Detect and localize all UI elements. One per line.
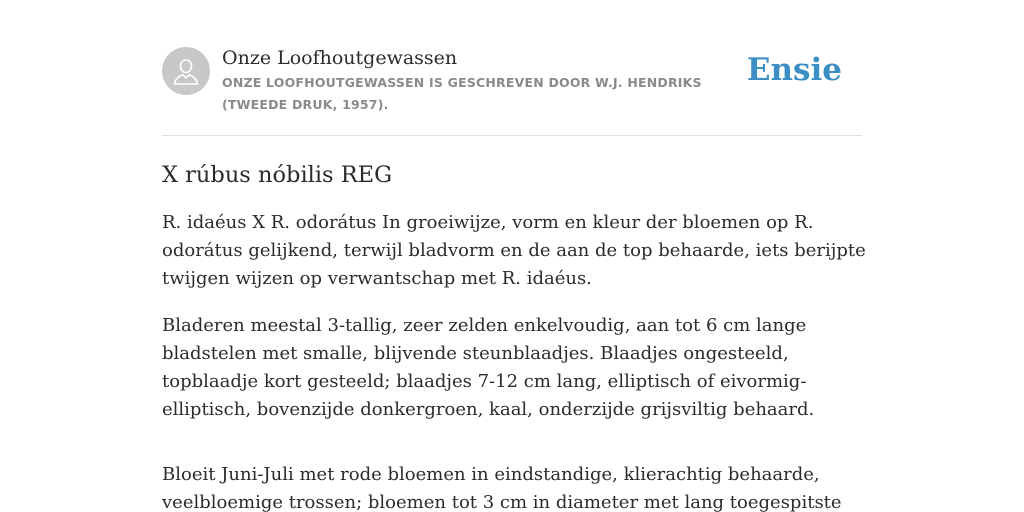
header [162,44,862,136]
article-paragraph: R. idaéus X R. odorátus In groeiwijze, vorm en kleur der bloemen op R. odorátus gelijkend, terwijl bladvorm en de aan de top behaarde, iets berijpte twijgen wijzen op verwantschap met R. idaéus. [162,212,866,289]
article-title: X rúbus nóbilis REG [162,162,393,188]
author-description: ONZE LOOFHOUTGEWASSEN IS GESCHREVEN DOOR W.J. HENDRIKS (TWEEDE DRUK, 1957). [222,75,702,112]
user-avatar-icon[interactable] [162,47,210,95]
article-paragraph: Bloeit Juni-Juli met rode bloemen in eindstandige, klierachtig behaarde, veelbloemige trossen; bloemen tot 3 cm in diameter met lang toegespitste [162,464,842,512]
author-meta [222,44,752,116]
article-paragraph: Bladeren meestal 3-tallig, zeer zelden enkelvoudig, aan tot 6 cm lange bladstelen met smalle, blijvende steunblaadjes. Blaadjes ongesteeld, topblaadje kort gesteeld; blaadjes 7-12 cm lang, elliptisch of eivormig-elliptisch, bovenzijde donkergroen, kaal, onderzijde grijsviltig behaard. [162,315,815,420]
author-name[interactable]: Onze Loofhoutgewassen [222,47,458,69]
article-content [162,158,867,512]
brand-logo[interactable]: Ensie [746,52,842,88]
